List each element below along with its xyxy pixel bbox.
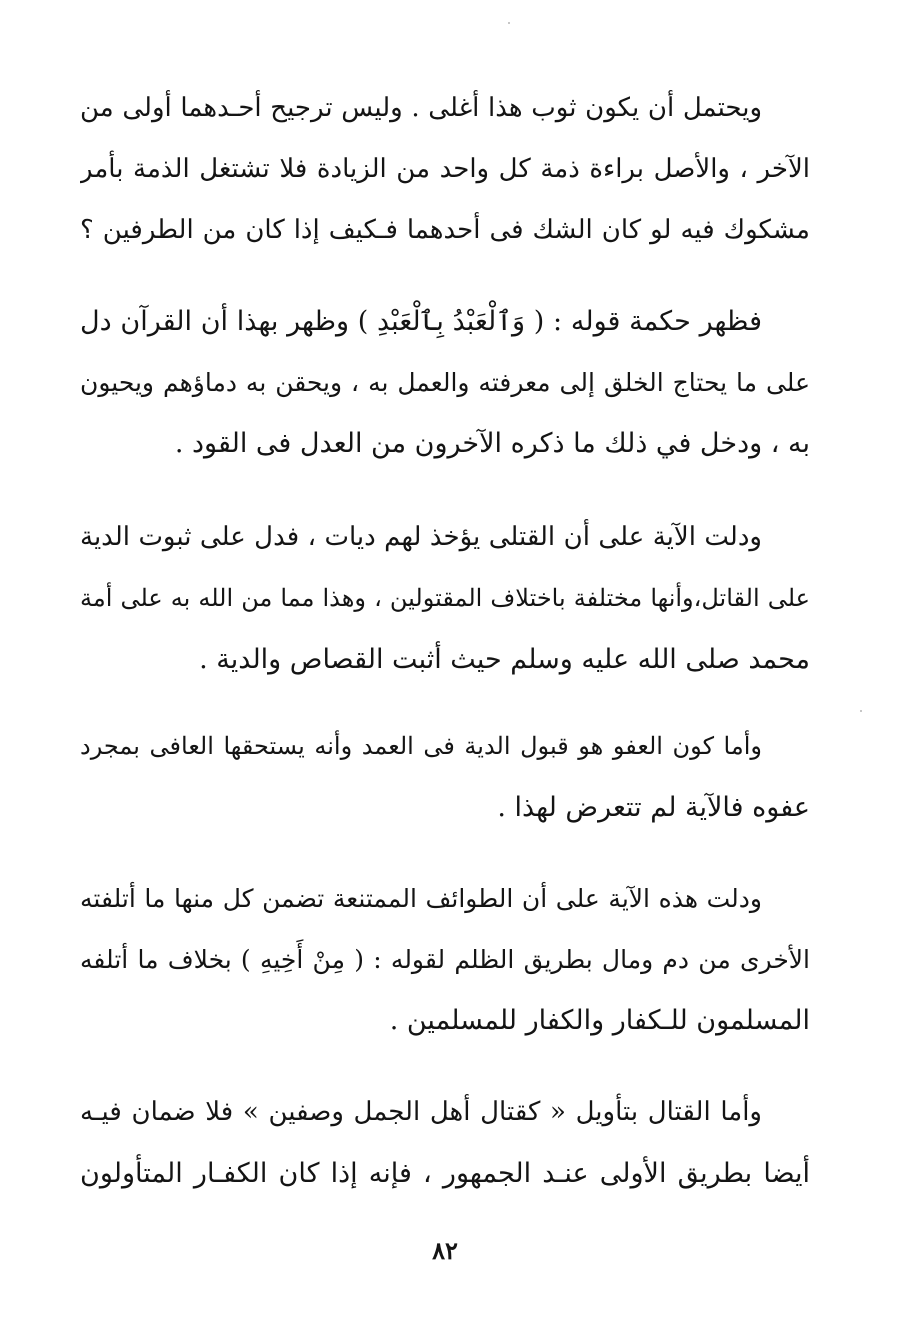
text-line: الأخرى من دم ومال بطريق الظلم لقوله : ( مِنْ أَخِيهِ ) بخلاف ما أتلفه [80,945,810,974]
paragraph-4 [80,716,810,838]
text-line: أيضا بطريق الأولى عنـد الجمهور ، فإنه إذا كان الكفـار المتأولون [80,1158,810,1189]
text-line: ويحتمل أن يكون ثوب هذا أغلى . وليس ترجيح أحـدهما أولى من [80,93,762,123]
paragraph-3 [80,507,810,690]
scan-speck [860,710,862,712]
paragraph-1 [80,78,810,261]
paragraph-2 [80,291,810,474]
text-line: محمد صلى الله عليه وسلم حيث أثبت القصاص والدية . [199,644,810,675]
text-line: وأما القتال بتأويل « كقتال أهل الجمل وصفين » فلا ضمان فيـه [80,1097,762,1127]
text-line: ودلت هذه الآية على أن الطوائف الممتنعة تضمن كل منها ما أتلفته [80,884,762,913]
document-page [80,0,810,1326]
text-line: مشكوك فيه لو كان الشك فى أحدهما فـكيف إذا كان من الطرفين ؟ [80,215,810,245]
paragraph-5 [80,868,810,1051]
text-line: على ما يحتاج الخلق إلى معرفته والعمل به ، ويحقن به دماؤهم ويحيون [80,368,810,397]
text-line: به ، ودخل في ذلك ما ذكره الآخرون من العدل فى القود . [174,428,810,459]
text-line: عفوه فالآية لم تتعرض لهذا . [497,792,810,823]
text-line: وأما كون العفو هو قبول الدية فى العمد وأنه يستحقها العافى بمجرد [80,732,762,760]
page-number: ٨٢ [432,1236,458,1265]
text-line: على القاتل،وأنها مختلفة باختلاف المقتولين ، وهذا مما من الله به على أمة [80,584,810,612]
text-line: الآخر ، والأصل براءة ذمة كل واحد من الزيادة فلا تشتغل الذمة بأمر [80,154,810,184]
text-line: فظهر حكمة قوله : ( وَٱلْعَبْدُ بِٱلْعَبْدِ ) وظهر بهذا أن القرآن دل [80,306,762,337]
scan-speck [508,22,510,24]
text-line: المسلمون للـكفار والكفار للمسلمين . [389,1005,810,1036]
paragraph-6 [80,1082,810,1204]
text-line: ودلت الآية على أن القتلى يؤخذ لهم ديات ، فدل على ثبوت الدية [80,522,762,552]
